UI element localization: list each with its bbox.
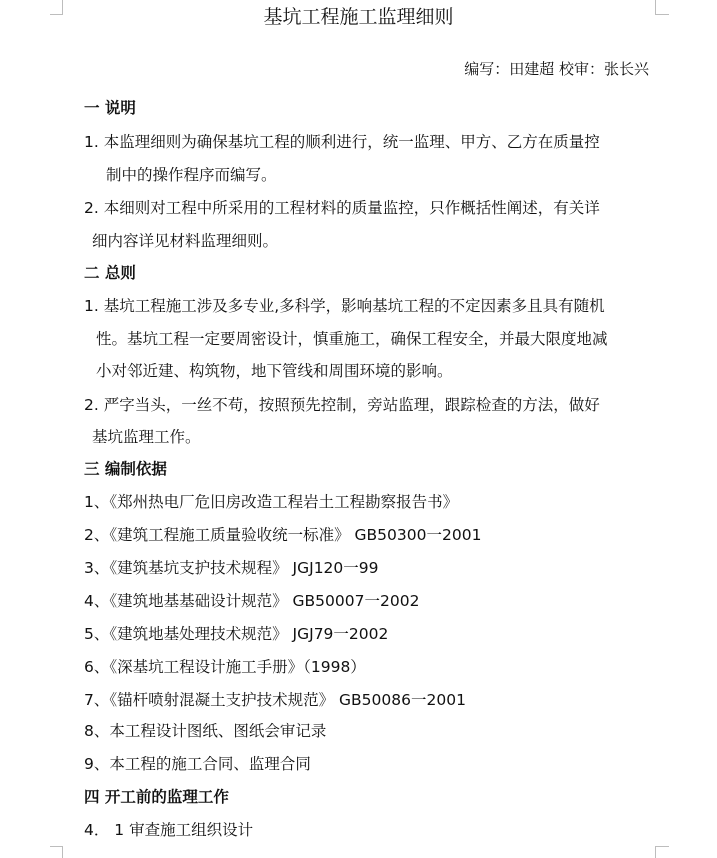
author-line: 编写：田建超 校审：张长兴 xyxy=(464,60,649,78)
paragraph-line: 4． 1 审查施工组织设计 xyxy=(84,821,254,839)
paragraph-line: 制中的操作程序而编写。 xyxy=(106,166,277,184)
reference-item: 2、《建筑工程施工质量验收统一标准》 GB50300一2001 xyxy=(84,526,482,544)
page-corner-mark xyxy=(655,846,669,847)
paragraph-line: 性。基坑工程一定要周密设计，慎重施工，确保工程安全，并最大限度地减 xyxy=(96,330,608,348)
reference-item: 6、《深基坑工程设计施工手册》（1998） xyxy=(84,658,366,676)
paragraph-line: 2. 本细则对工程中所采用的工程材料的质量监控，只作概括性阐述，有关详 xyxy=(84,199,600,217)
reference-item: 3、《建筑基坑支护技术规程》 JGJ120一99 xyxy=(84,559,379,577)
reference-item: 8、本工程设计图纸、图纸会审记录 xyxy=(84,722,327,740)
page-corner-mark xyxy=(50,846,62,847)
reference-item: 1、《郑州热电厂危旧房改造工程岩土工程勘察报告书》 xyxy=(84,493,459,511)
page-corner-mark xyxy=(655,846,656,858)
reference-item: 9、本工程的施工合同、监理合同 xyxy=(84,755,311,773)
section-heading-1: 一 说明 xyxy=(84,99,136,117)
section-heading-2: 二 总则 xyxy=(84,264,136,282)
reference-item: 7、《锚杆喷射混凝土支护技术规范》 GB50086一2001 xyxy=(84,691,466,709)
reference-item: 5、《建筑地基处理技术规范》 JGJ79一2002 xyxy=(84,625,389,643)
reference-item: 4、《建筑地基基础设计规范》 GB50007一2002 xyxy=(84,592,420,610)
page-corner-mark xyxy=(62,846,63,858)
paragraph-line: 基坑监理工作。 xyxy=(92,428,201,446)
section-heading-3: 三 编制依据 xyxy=(84,460,167,478)
paragraph-line: 1. 基坑工程施工涉及多专业,多科学，影响基坑工程的不定因素多且具有随机 xyxy=(84,297,605,315)
document-title: 基坑工程施工监理细则 xyxy=(263,6,454,28)
paragraph-line: 1. 本监理细则为确保基坑工程的顺利进行，统一监理、甲方、乙方在质量控 xyxy=(84,133,600,151)
paragraph-line: 2. 严字当头，一丝不苟，按照预先控制，旁站监理，跟踪检查的方法，做好 xyxy=(84,396,600,414)
paragraph-line: 小对邻近建、构筑物，地下管线和周围环境的影响。 xyxy=(96,362,453,380)
paragraph-line: 细内容详见材料监理细则。 xyxy=(92,232,279,250)
section-heading-4: 四 开工前的监理工作 xyxy=(84,788,229,806)
